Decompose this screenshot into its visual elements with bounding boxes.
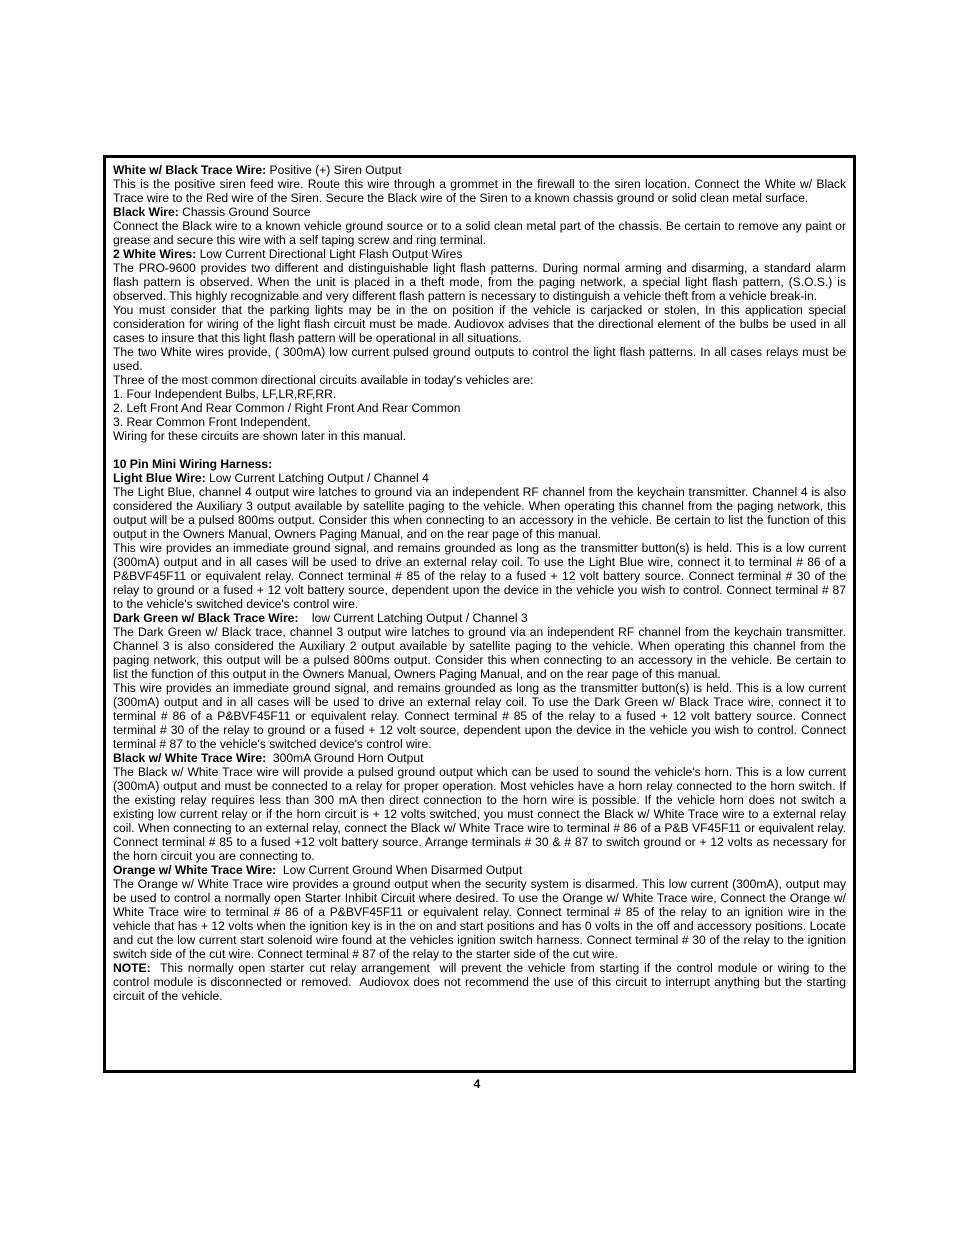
document-body [113, 163, 850, 1003]
body-paragraph: The PRO-9600 provides two different and distinguishable light flash patterns. During normal arming and disarming, a standard alarm flash pattern is observed. When the unit is placed in a theft mode, from the paging network, a special light flash pattern, (S.O.S.) is observed. This highly recognizable and very different flash pattern is necessary to distinguish a vehicle theft from a vehicle break-in. [113, 261, 846, 303]
heading-label: NOTE: [113, 961, 151, 975]
heading-subtitle: Low Current Latching Output / Channel 4 [205, 471, 429, 485]
body-paragraph: The Light Blue, channel 4 output wire latches to ground via an independent RF channel from the keychain transmitter. Channel 4 is also considered the Auxiliary 3 output available by satellite paging to the vehicle. When operating this channel from the paging network, this output will be a pulsed 800ms output. Consider this when connecting to an accessory in the vehicle. Be certain to list the function of this output in the Owners Manual, Owners Paging Manual, and on the rear page of this manual. [113, 485, 846, 541]
section-heading [113, 471, 846, 485]
heading-subtitle: Chassis Ground Source [178, 205, 311, 219]
body-paragraph: This is the positive siren feed wire. Route this wire through a grommet in the firewall to the siren location. Connect the White w/ Black Trace wire to the Red wire of the Siren. Secure the Black wire of the Siren to a known chassis ground or solid clean metal surface. [113, 177, 846, 205]
body-paragraph: This wire provides an immediate ground signal, and remains grounded as long as the transmitter button(s) is held. This is a low current (300mA) output and in all cases will be used to drive an external relay coil. To use the Dark Green w/ Black Trace wire, connect it to terminal # 86 of a P&BVF45F11 or equivalent relay. Connect terminal # 85 of the relay to a fused + 12 volt battery source. Connect terminal # 30 of the relay to ground or a fused + 12 volt source, dependent upon the device in the vehicle you wish to control. Connect terminal # 87 to the vehicle's switched device's control wire. [113, 681, 846, 751]
heading-subtitle: Low Current Directional Light Flash Output Wires [196, 247, 463, 261]
content-frame [103, 155, 856, 1073]
body-paragraph: 1. Four Independent Bulbs, LF,LR,RF,RR. [113, 387, 337, 401]
body-paragraph: Connect the Black wire to a known vehicle ground source or to a solid clean metal part of the chassis. Be certain to remove any paint or grease and secure this wire with a self taping screw and ring terminal. [113, 219, 846, 247]
heading-label: White w/ Black Trace Wire: [113, 163, 267, 177]
heading-subtitle: Positive (+) Siren Output [266, 163, 402, 177]
body-paragraph: This wire provides an immediate ground signal, and remains grounded as long as the transmitter button(s) is held. This is a low current (300mA) output and in all cases will be used to drive an external relay coil. To use the Light Blue wire, connect it to terminal # 86 of a P&BVF45F11 or equivalent relay. Connect terminal # 85 of the relay to a fused + 12 volt battery source. Connect terminal # 30 of the relay to ground or a fused + 12 volt battery source, dependent upon the device in the vehicle you wish to control. Connect terminal # 87 to the vehicle's switched device's control wire. [113, 541, 846, 611]
body-paragraph: 2. Left Front And Rear Common / Right Front And Rear Common [113, 401, 461, 415]
heading-label: Dark Green w/ Black Trace Wire: [113, 611, 299, 625]
heading-label: 10 Pin Mini Wiring Harness: [113, 457, 273, 471]
heading-label: Black Wire: [113, 205, 179, 219]
heading-subtitle: low Current Latching Output / Channel 3 [298, 611, 528, 625]
body-paragraph: 3. Rear Common Front Independent. [113, 415, 311, 429]
body-paragraph: The Black w/ White Trace wire will provide a pulsed ground output which can be used to sound the vehicle's horn. This is a low current (300mA) output and must be connected to a relay for proper operation. Most vehicles have a horn relay connected to the horn switch. If the existing relay requires less than 300 mA then direct connection to the horn wire is possible. If the vehicle horn does not switch a existing low current relay or if the horn circuit is + 12 volts switched, you must connect the Black w/ White Trace wire to a external relay coil. When connecting to an external relay, connect the Black w/ White Trace wire to terminal # 86 of a P&B VF45F11 or equivalent relay. Connect terminal # 85 to a fused +12 volt battery source. Arrange terminals # 30 & # 87 to switch ground or + 12 volts as necessary for the horn circuit you are connecting to. [113, 765, 846, 863]
section-heading [113, 863, 846, 877]
heading-label: Black w/ White Trace Wire: [113, 751, 267, 765]
heading-subtitle: This normally open starter cut relay arrangement will prevent the vehicle from starting if the control module or wiring to the control module is disconnected or removed. Audiovox does not recommend the use of this circuit to interrupt anything but the starting circuit of the vehicle. [113, 961, 850, 1003]
section-heading [113, 751, 846, 765]
heading-subtitle: 300mA Ground Horn Output [266, 751, 424, 765]
heading-label: Orange w/ White Trace Wire: [113, 863, 277, 877]
section-heading [113, 611, 846, 625]
section-heading [113, 457, 846, 471]
body-paragraph: The Dark Green w/ Black trace, channel 3 output wire latches to ground via an independent RF channel from the keychain transmitter. Channel 3 is also considered the Auxiliary 2 output available by satellite paging to the vehicle. When operating this channel from the paging network, this output will be a pulsed 800ms output. Consider this when connecting to an accessory in the vehicle. Be certain to list the function of this output in the Owners Manual, Owners Paging Manual, and on the rear page of this manual. [113, 625, 846, 681]
body-paragraph: You must consider that the parking lights may be in the on position if the vehicle is carjacked or stolen, In this application special consideration for wiring of the light flash circuit must be made. Audiovox advises that the directional element of the bulbs be used in all cases to insure that this light flash pattern will be operational in all situations. [113, 303, 846, 345]
paragraph-gap [113, 443, 846, 457]
heading-label: 2 White Wires: [113, 247, 197, 261]
section-heading [113, 961, 850, 1003]
heading-subtitle: Low Current Ground When Disarmed Output [276, 863, 523, 877]
heading-label: Light Blue Wire: [113, 471, 206, 485]
body-paragraph: Wiring for these circuits are shown later in this manual. [113, 429, 407, 443]
section-heading [113, 247, 846, 261]
section-heading [113, 205, 846, 219]
body-paragraph: The Orange w/ White Trace wire provides a ground output when the security system is disarmed. This low current (300mA), output may be used to control a normally open Starter Inhibit Circuit where desired. To use the Orange w/ White Trace wire, Connect the Orange w/ White Trace wire to terminal # 86 of a P&BVF45F11 or equivalent relay. Connect terminal # 85 of the relay to an ignition wire in the vehicle that has + 12 volts when the ignition key is in the on and start positions and has 0 volts in the off and accessory positions. Locate and cut the low current start solenoid wire found at the vehicles ignition switch harness. Connect terminal # 30 of the relay to the ignition switch side of the cut wire. Connect terminal # 87 of the relay to the starter side of the cut wire. [113, 877, 846, 961]
section-heading [113, 163, 846, 177]
page-number: 4 [473, 1077, 481, 1091]
body-paragraph: The two White wires provide, ( 300mA) low current pulsed ground outputs to control the light flash patterns. In all cases relays must be used. [113, 345, 846, 373]
body-paragraph: Three of the most common directional circuits available in today's vehicles are: [113, 373, 534, 387]
